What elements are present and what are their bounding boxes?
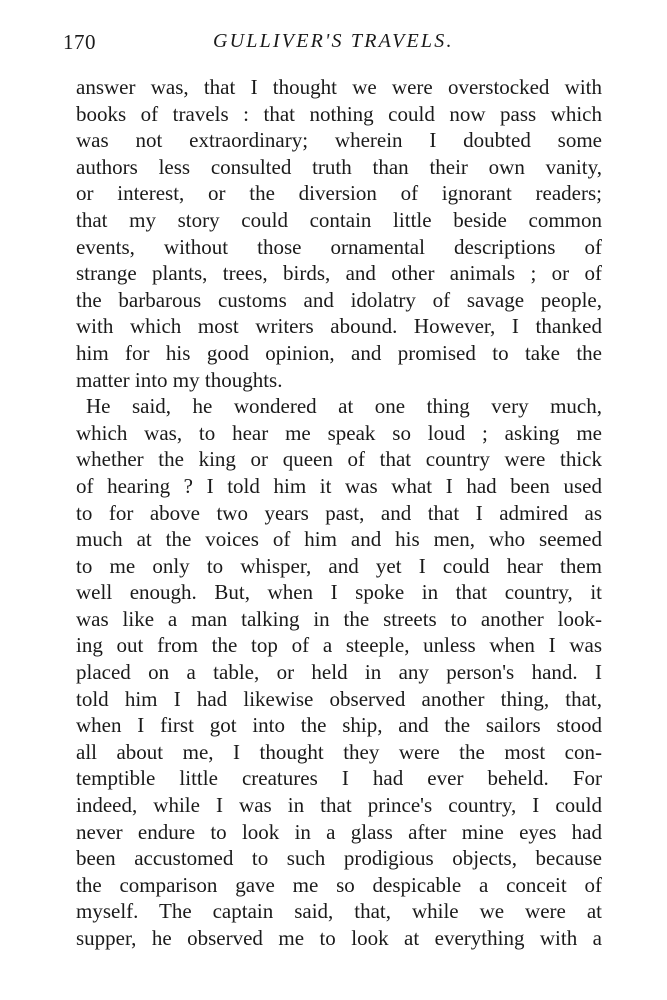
text-line: was like a man talking in the streets to another look-	[76, 606, 602, 631]
text-line: matter into my thoughts.	[76, 367, 283, 392]
text-line: with which most writers abound. However, I thanked	[76, 314, 602, 339]
text-line: supper, he observed me to look at everything with a	[76, 926, 602, 950]
text-line: strange plants, trees, birds, and other animals ; or of	[76, 261, 602, 286]
text-line: whether the king or queen of that country were thick	[76, 447, 602, 472]
text-line: never endure to look in a glass after mine eyes had	[76, 819, 602, 844]
text-line: events, without those ornamental descriptions of	[76, 234, 602, 259]
text-line: which was, to hear me speak so loud ; asking me	[76, 420, 602, 445]
text-line: been accustomed to such prodigious objects, because	[76, 846, 602, 871]
page-number: 170	[63, 30, 96, 54]
text-line: him for his good opinion, and promised to take the	[76, 340, 602, 365]
text-line: or interest, or the diversion of ignorant readers;	[76, 181, 602, 206]
text-line: of hearing ? I told him it was what I had been used	[76, 473, 602, 498]
text-line: books of travels : that nothing could now pass which	[76, 101, 602, 126]
body-text	[76, 74, 602, 952]
text-line: told him I had likewise observed another thing, that,	[76, 686, 602, 711]
text-line: when I first got into the ship, and the sailors stood	[76, 713, 602, 738]
text-line: much at the voices of him and his men, who seemed	[76, 527, 602, 552]
text-line: the barbarous customs and idolatry of savage people,	[76, 287, 602, 312]
paragraph-start-line: He said, he wondered at one thing very much,	[86, 394, 602, 419]
text-line: to for above two years past, and that I admired as	[76, 500, 602, 525]
text-line: placed on a table, or held in any person's hand. I	[76, 660, 602, 685]
text-line: indeed, while I was in that prince's country, I could	[76, 793, 602, 818]
running-head	[63, 30, 603, 60]
text-line: myself. The captain said, that, while we were at	[76, 899, 602, 924]
text-line: all about me, I thought they were the most con-	[76, 739, 602, 764]
running-title: GULLIVER'S TRAVELS.	[213, 30, 454, 52]
text-line: to me only to whisper, and yet I could hear them	[76, 553, 602, 578]
text-line: well enough. But, when I spoke in that country, it	[76, 580, 602, 605]
text-line: that my story could contain little beside common	[76, 207, 602, 232]
text-line: temptible little creatures I had ever beheld. For	[76, 766, 602, 791]
text-line: authors less consulted truth than their own vanity,	[76, 154, 602, 179]
text-line: the comparison gave me so despicable a conceit of	[76, 872, 602, 897]
text-line: ing out from the top of a steeple, unless when I was	[76, 633, 602, 658]
text-line: was not extraordinary; wherein I doubted some	[76, 128, 602, 153]
text-line: answer was, that I thought we were overstocked with	[76, 75, 602, 99]
